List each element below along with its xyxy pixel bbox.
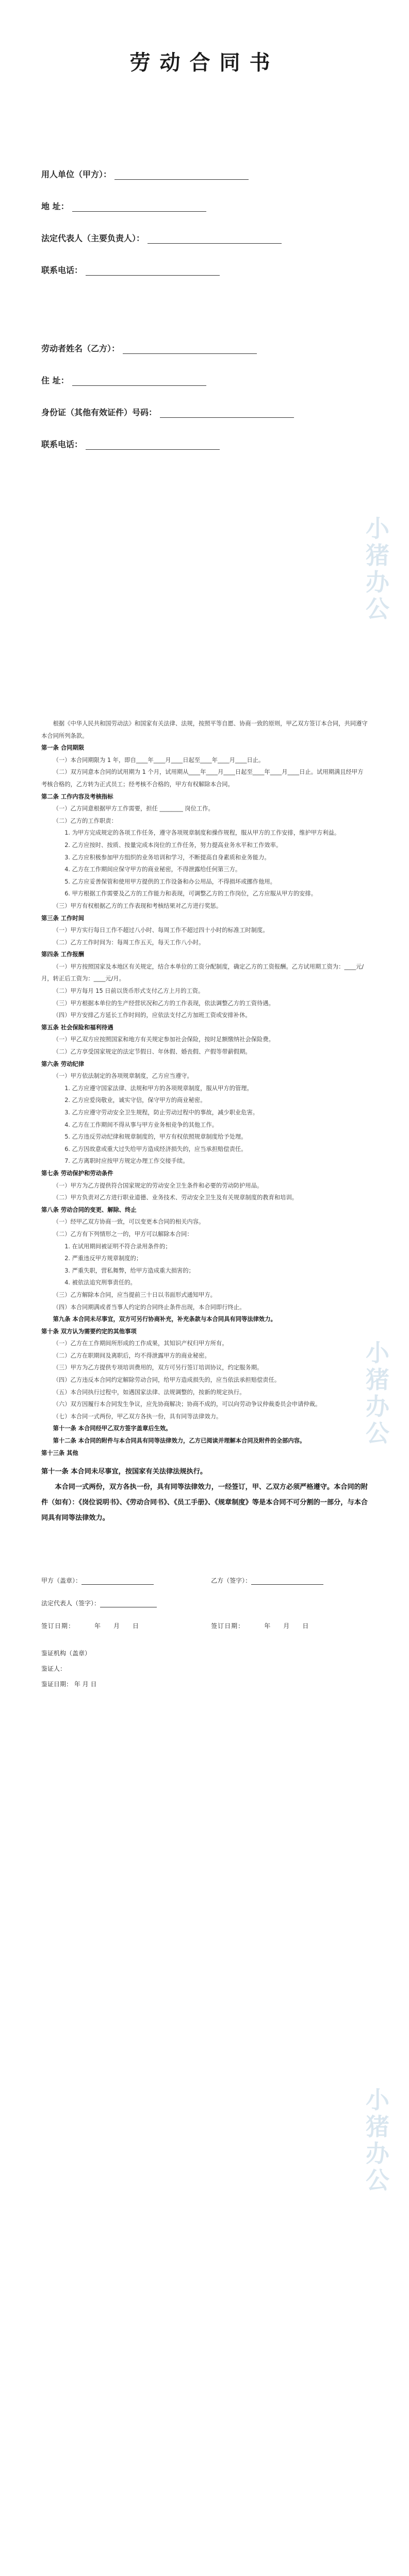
witness-person[interactable]: 鉴证人： bbox=[41, 1665, 67, 1673]
fill-in-line[interactable] bbox=[123, 343, 257, 354]
sub-item: 2. 严重违反甲方规章制度的； bbox=[64, 1255, 142, 1262]
witness-date[interactable]: 鉴证日期： 年 月 日 bbox=[41, 1681, 97, 1688]
employer-field-label: 用人单位（甲方）： bbox=[41, 170, 112, 179]
month-label: 月 bbox=[113, 1622, 121, 1630]
party-b-signature-label: 乙方（签字）： bbox=[211, 1577, 252, 1585]
sub-item: 2. 乙方应按时、按质、按量完成本岗位的工作任务，努力提高业务水平和工作效率。 bbox=[64, 841, 282, 849]
chapter-heading: 第一条 合同期限 bbox=[41, 744, 85, 752]
clause-paragraph: （二）乙方工作时间为：每周工作五天，每天工作八小时。 bbox=[53, 939, 205, 946]
clause-paragraph: （四）乙方违反本合同约定解除劳动合同，给甲方造成损失的，应当依法承担赔偿责任。 bbox=[53, 1377, 281, 1384]
signature-area bbox=[41, 1562, 368, 1692]
fill-in-line[interactable] bbox=[72, 375, 206, 386]
chapter-heading: 第十条 双方认为需要约定的其他事项 bbox=[41, 1328, 137, 1335]
year-label: 年 bbox=[264, 1622, 271, 1630]
sub-item: 5. 乙方应妥善保管和使用甲方提供的工作设备和办公用品，不得损坏或挪作他用。 bbox=[64, 878, 276, 885]
party-a-block bbox=[41, 148, 368, 276]
contract-body bbox=[41, 718, 368, 1459]
clause-paragraph: （二）双方同意本合同的试用期为 1 个月，试用期从____年____月____日起至____年____月____日止。试用期满且经甲方考核合格的，乙方转为正式员工；经考核不合格的，甲方有权解除本合同。 bbox=[41, 769, 364, 788]
employee-name-field-label: 劳动者姓名（乙方）： bbox=[41, 344, 120, 353]
sub-item: 1. 为甲方完成规定的各项工作任务，遵守各项规章制度和操作规程，服从甲方的工作安排，维护甲方利益。 bbox=[64, 829, 340, 837]
clause-paragraph: （一）乙方在工作期间所形成的工作成果，其知识产权归甲方所有。 bbox=[53, 1340, 228, 1347]
watermark: 小猪办公 bbox=[366, 1339, 389, 1447]
chapter-heading: 第十三条 其他 bbox=[41, 1449, 78, 1456]
legal-rep-signature-label: 法定代表人（签字）： bbox=[41, 1600, 101, 1607]
day-label: 日 bbox=[133, 1622, 140, 1630]
employer-address-field[interactable] bbox=[41, 180, 368, 212]
clause-paragraph: （二）乙方有下列情形之一的，甲方可以解除本合同： bbox=[53, 1230, 193, 1238]
sub-item: 7. 乙方离职时应按甲方规定办理工作交接手续。 bbox=[64, 1158, 189, 1165]
employer-address-field-label: 地 址： bbox=[41, 201, 69, 211]
clause-paragraph: （三）乙方解除本合同，应当提前三十日以书面形式通知甲方。 bbox=[53, 1291, 216, 1298]
witness-title: 鉴证机构（盖章） bbox=[41, 1650, 91, 1657]
closing-clause: 第十一条 本合同未尽事宜，按国家有关法律法规执行。 bbox=[41, 1468, 207, 1476]
party-a-date[interactable] bbox=[41, 1621, 198, 1630]
clause-paragraph: （七）本合同一式两份，甲乙双方各执一份，具有同等法律效力。 bbox=[53, 1413, 222, 1420]
date-label: 签订日期： bbox=[211, 1622, 245, 1630]
clause-paragraph: （二）甲方负责对乙方进行职业道德、业务技术、劳动安全卫生及有关规章制度的教育和培训。 bbox=[53, 1194, 298, 1201]
sub-item: 6. 甲方根据工作需要及乙方的工作能力和表现，可调整乙方的工作岗位，乙方应服从甲方的安排。 bbox=[64, 890, 317, 897]
chapter-heading: 第五条 社会保险和福利待遇 bbox=[41, 1024, 113, 1031]
legal-representative-field[interactable] bbox=[41, 212, 368, 244]
employer-field[interactable] bbox=[41, 148, 368, 180]
watermark: 小猪办公 bbox=[366, 2086, 389, 2194]
clause-paragraph: （一）经甲乙双方协商一致，可以变更本合同的相关内容。 bbox=[53, 1218, 205, 1226]
bold-clause: 第十一条 本合同经甲乙双方签字盖章后生效。 bbox=[53, 1425, 172, 1432]
bold-clause: 第十二条 本合同的附件与本合同具有同等法律效力，乙方已阅读并理解本合同及附件的全部内容。 bbox=[53, 1437, 306, 1445]
chapter-heading: 第六条 劳动纪律 bbox=[41, 1060, 85, 1067]
employee-phone-field-label: 联系电话： bbox=[41, 439, 83, 449]
employee-address-field-label: 住 址： bbox=[41, 376, 69, 385]
fill-in-line[interactable] bbox=[86, 265, 220, 276]
clause-paragraph: （三）甲方为乙方提供专项培训费用的，双方可另行签订培训协议，约定服务期。 bbox=[53, 1364, 263, 1371]
signature-line bbox=[251, 1577, 323, 1585]
sub-item: 3. 严重失职，营私舞弊，给甲方造成重大损害的； bbox=[64, 1267, 194, 1274]
sub-item: 4. 乙方在工作期间应保守甲方的商业秘密，不得泄露给任何第三方。 bbox=[64, 866, 241, 873]
sub-item: 5. 乙方违反劳动纪律和规章制度的，甲方有权依照规章制度给予处理。 bbox=[64, 1133, 247, 1141]
date-label: 签订日期： bbox=[41, 1622, 75, 1630]
watermark: 小猪办公 bbox=[366, 515, 389, 623]
sub-item: 3. 乙方应遵守劳动安全卫生规程，防止劳动过程中的事故，减少职业危害。 bbox=[64, 1109, 259, 1116]
id-number-field-label: 身份证（其他有效证件）号码： bbox=[41, 408, 157, 417]
employee-phone-field[interactable] bbox=[41, 418, 368, 450]
party-b-date[interactable] bbox=[211, 1621, 368, 1630]
clause-paragraph: （三）甲方根据本单位的生产经营状况和乙方的工作表现，依法调整乙方的工资待遇。 bbox=[53, 999, 274, 1007]
clause-paragraph: （五）本合同执行过程中，如遇国家法律、法规调整的，按新的规定执行。 bbox=[53, 1388, 246, 1396]
employer-phone-field-label: 联系电话： bbox=[41, 265, 83, 275]
month-label: 月 bbox=[283, 1622, 290, 1630]
chapter-heading: 第八条 劳动合同的变更、解除、终止 bbox=[41, 1206, 137, 1213]
preamble-paragraph: 根据《中华人民共和国劳动法》和国家有关法律、法规，按照平等自愿、协商一致的原则，甲乙双方签订本合同，共同遵守本合同所列条款。 bbox=[41, 720, 368, 739]
chapter-heading: 第三条 工作时间 bbox=[41, 914, 85, 922]
sub-item: 3. 乙方应积极参加甲方组织的业务培训和学习，不断提高自身素质和业务能力。 bbox=[64, 854, 270, 861]
clause-paragraph: （二）乙方享受国家规定的法定节假日、年休假、婚丧假、产假等带薪假期。 bbox=[53, 1048, 251, 1056]
clause-paragraph: （三）甲方有权根据乙方的工作表现和考核结果对乙方进行奖惩。 bbox=[53, 902, 222, 909]
legal-representative-field-label: 法定代表人（主要负责人）： bbox=[41, 233, 145, 243]
clause-paragraph: （一）本合同期限为 1 年，即自____年____月____日起至____年____月____日止。 bbox=[53, 756, 265, 764]
closing-paragraph: 本合同一式两份，双方各执一份，具有同等法律效力，一经签订，甲、乙双方必须严格遵守。本合同的附件（如有）：《岗位说明书》、《劳动合同书》、《员工手册》、《规章制度》等是本合同不可分割的一部分，与本合同具有同等法律效力。 bbox=[41, 1483, 368, 1522]
chapter-heading: 第二条 工作内容及考核指标 bbox=[41, 793, 113, 800]
employee-name-field[interactable] bbox=[41, 322, 368, 354]
day-label: 日 bbox=[302, 1622, 309, 1630]
clause-paragraph: （四）本合同期满或者当事人约定的合同终止条件出现，本合同即行终止。 bbox=[53, 1303, 246, 1311]
signature-line bbox=[100, 1600, 157, 1607]
clause-paragraph: （二）乙方的工作职责： bbox=[53, 817, 117, 824]
employer-phone-field[interactable] bbox=[41, 244, 368, 276]
clause-paragraph: （一）甲方为乙方提供符合国家规定的劳动安全卫生条件和必要的劳动防护用品。 bbox=[53, 1182, 263, 1189]
document-title: 劳动合同书 bbox=[129, 50, 280, 75]
clause-paragraph: （一）甲方按照国家及本地区有关规定，结合本单位的工资分配制度，确定乙方的工资报酬。乙方试用期工资为：____元/月，转正后工资为：____元/月。 bbox=[41, 963, 364, 982]
clause-paragraph: （二）乙方在职期间及离职后，均不得泄露甲方的商业秘密。 bbox=[53, 1352, 210, 1359]
sub-item: 6. 乙方因故意或重大过失给甲方造成经济损失的，应当承担赔偿责任。 bbox=[64, 1145, 247, 1153]
fill-in-line[interactable] bbox=[114, 169, 249, 180]
closing-block bbox=[41, 1464, 368, 1526]
year-label: 年 bbox=[94, 1622, 102, 1630]
clause-paragraph: （六）双方因履行本合同发生争议，应先协商解决；协商不成的，可以向劳动争议仲裁委员会申请仲裁。 bbox=[53, 1401, 321, 1408]
bold-clause: 第九条 本合同未尽事宜，双方可另行协商补充，补充条款与本合同具有同等法律效力。 bbox=[53, 1316, 276, 1323]
chapter-heading: 第七条 劳动保护和劳动条件 bbox=[41, 1170, 113, 1177]
legal-rep-signature[interactable] bbox=[41, 1599, 198, 1607]
fill-in-line[interactable] bbox=[86, 439, 220, 450]
party-b-signature[interactable] bbox=[211, 1576, 368, 1585]
clause-paragraph: （一）乙方同意根据甲方工作需要，担任 ________ 岗位工作。 bbox=[53, 805, 214, 812]
clause-paragraph: （一）甲方实行每日工作不超过八小时、每周工作不超过四十小时的标准工时制度。 bbox=[53, 927, 269, 934]
clause-paragraph: （一）甲方依法制定的各项规章制度，乙方应当遵守。 bbox=[53, 1073, 193, 1080]
signature-line bbox=[81, 1577, 154, 1585]
id-number-field[interactable] bbox=[41, 386, 368, 418]
sub-item: 1. 乙方应遵守国家法律、法规和甲方的各项规章制度，服从甲方的管理。 bbox=[64, 1084, 253, 1092]
sub-item: 1. 在试用期间被证明不符合录用条件的； bbox=[64, 1243, 171, 1250]
party-a-signature-label: 甲方（盖章）： bbox=[41, 1577, 82, 1585]
fill-in-line[interactable] bbox=[148, 233, 282, 244]
fill-in-line[interactable] bbox=[72, 201, 206, 212]
clause-paragraph: （二）甲方每月 15 日前以货币形式支付乙方上月的工资。 bbox=[53, 988, 204, 995]
sub-item: 2. 乙方应爱岗敬业，诚实守信，保守甲方的商业秘密。 bbox=[64, 1097, 206, 1104]
witness-block bbox=[41, 1646, 368, 1692]
party-a-signature[interactable] bbox=[41, 1576, 198, 1585]
fill-in-line[interactable] bbox=[160, 407, 294, 418]
sub-item: 4. 被依法追究刑事责任的。 bbox=[64, 1279, 136, 1286]
party-b-block bbox=[41, 322, 368, 450]
clause-paragraph: （一）甲乙双方应按照国家和地方有关规定参加社会保险，按时足额缴纳社会保险费。 bbox=[53, 1036, 274, 1043]
chapter-heading: 第四条 工作报酬 bbox=[41, 951, 85, 958]
clause-paragraph: （四）甲方安排乙方延长工作时间的，应依法支付乙方加班工资或安排补休。 bbox=[53, 1012, 251, 1019]
sub-item: 4. 乙方在工作期间不得从事与甲方业务相竞争的其他工作。 bbox=[64, 1121, 218, 1128]
employee-address-field[interactable] bbox=[41, 354, 368, 386]
